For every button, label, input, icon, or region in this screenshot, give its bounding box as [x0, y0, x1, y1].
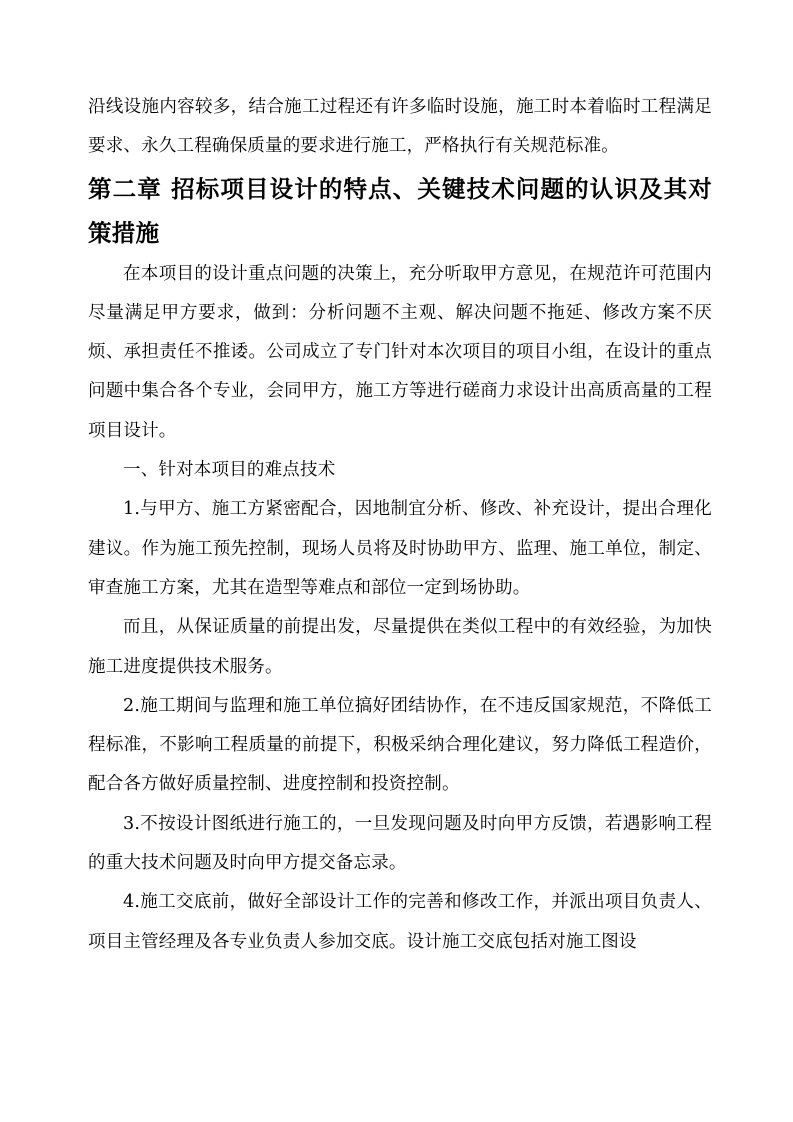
document-page [88, 88, 712, 962]
body-paragraph: 而且，从保证质量的前提出发，尽量提供在类似工程中的有效经验，为加快施工进度提供技术服务。 [88, 617, 712, 677]
list-item-3: 3.不按设计图纸进行施工的，一旦发现问题及时向甲方反馈，若遇影响工程的重大技术问题及时向甲方提交备忘录。 [88, 813, 712, 874]
list-item-2: 2.施工期间与监理和施工单位搞好团结协作，在不违反国家规范，不降低工程标准，不影响工程质量的前提下，积极采纳合理化建议，努力降低工程造价，配合各方做好质量控制、进度控制和投资控制。 [88, 695, 712, 795]
intro-paragraph: 沿线设施内容较多，结合施工过程还有许多临时设施，施工时本着临时工程满足要求、永久工程确保质量的要求进行施工，严格执行有关规范标准。 [88, 97, 712, 157]
body-paragraph: 在本项目的设计重点问题的决策上，充分听取甲方意见，在规范许可范围内尽量满足甲方要求，做到：分析问题不主观、解决问题不拖延、修改方案不厌烦、承担责任不推诿。公司成立了专门针对本次项目的项目小组，在设计的重点问题中集合各个专业，会同甲方，施工方等进行磋商力求设计出高质高量的工程项目设计。 [88, 263, 712, 441]
chapter-heading: 第二章 招标项目设计的特点、关键技术问题的认识及其对策措施 [88, 174, 712, 247]
list-item-4: 4.施工交底前，做好全部设计工作的完善和修改工作，并派出项目负责人、项目主管经理及各专业负责人参加交底。设计施工交底包括对施工图设 [88, 892, 712, 952]
list-item-1: 1.与甲方、施工方紧密配合，因地制宜分析、修改、补充设计，提出合理化建议。作为施工预先控制，现场人员将及时协助甲方、监理、施工单位，制定、审查施工方案，尤其在造型等难点和部位一定到场协助。 [88, 499, 712, 598]
section-heading: 一、针对本项目的难点技术 [123, 460, 336, 481]
